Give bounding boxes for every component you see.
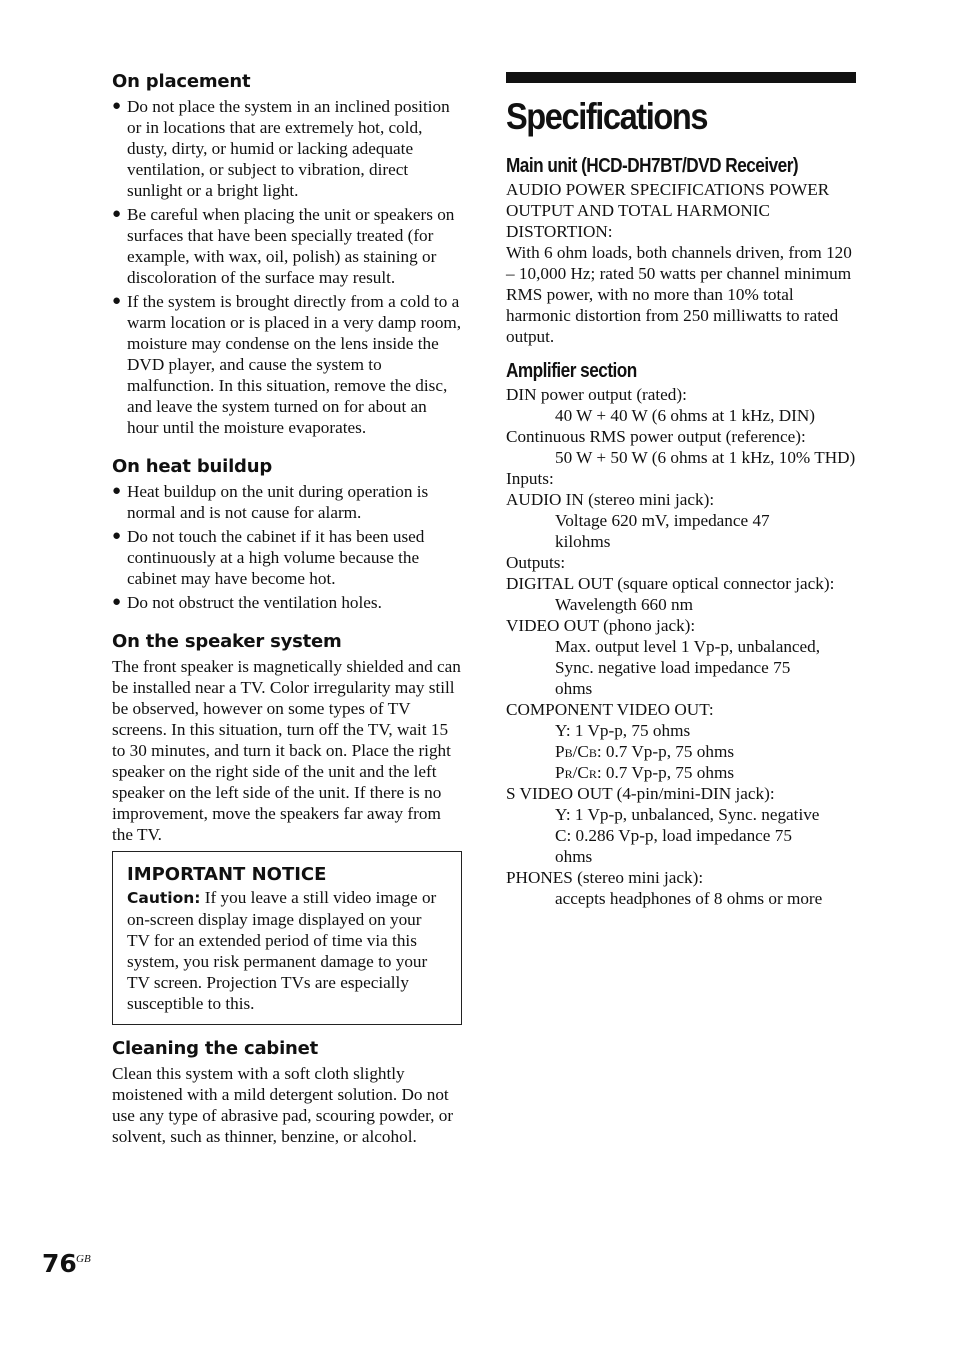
- list-item: ● Do not touch the cabinet if it has been used continuously at a high volume because the cabinet may have become hot.: [112, 527, 425, 588]
- bullet-icon: ●: [112, 98, 122, 114]
- spec-label: COMPONENT VIDEO OUT:: [506, 700, 714, 719]
- spec-label: DIGITAL OUT (square optical connector jack):: [506, 574, 835, 593]
- main-unit-body: With 6 ohm loads, both channels driven, from 120 – 10,000 Hz; rated 50 watts per channel minimum RMS power, with no more than 10% total harmonic distortion from 250 milliwatts to rated output.: [506, 243, 852, 346]
- bullet-icon: ●: [112, 483, 122, 499]
- list-item: ● Be careful when placing the unit or speakers on surfaces that have been specially treated (for example, with wax, oil, polish) as staining or discoloration of the surface may result.: [112, 205, 455, 287]
- cleaning-body: Clean this system with a soft cloth slightly moistened with a mild detergent solution. Do not use any type of abrasive pad, scouring powder, or solvent, such as thinner, benzine, or alcohol.: [112, 1064, 454, 1146]
- bullet-icon: ●: [112, 528, 122, 544]
- amplifier-heading: Amplifier section: [506, 360, 637, 382]
- spec-value: 40 W + 40 W (6 ohms at 1 kHz, DIN): [555, 406, 816, 425]
- spec-label: VIDEO OUT (phono jack):: [506, 616, 696, 635]
- spec-value: Y: 1 Vp-p, 75 ohms: [555, 721, 691, 740]
- caution-text: If you leave a still video image or on-screen display image displayed on your TV for an extended period of time via this system, you risk permanent damage to your TV screen. Projection TVs are especially susceptible to this.: [127, 888, 437, 1013]
- spec-value: Voltage 620 mV, impedance 47 kilohms: [555, 511, 770, 551]
- spec-label: S VIDEO OUT (4-pin/mini-DIN jack):: [506, 784, 775, 803]
- heat-heading: On heat buildup: [112, 456, 273, 477]
- cleaning-heading: Cleaning the cabinet: [112, 1038, 319, 1059]
- spec-value: C: 0.286 Vp-p, load impedance 75 ohms: [555, 826, 792, 866]
- spec-label: Inputs:: [506, 469, 554, 488]
- notice-body: [127, 887, 447, 1014]
- list-item: ● Heat buildup on the unit during operation is normal and is not cause for alarm.: [112, 482, 429, 522]
- list-item: ● Do not obstruct the ventilation holes.: [112, 593, 382, 612]
- caution-label: Caution:: [127, 889, 201, 907]
- main-unit-heading: Main unit (HCD-DH7BT/DVD Receiver): [506, 155, 799, 177]
- list-item: ● Do not place the system in an inclined position or in locations that are extremely hot, cold, dusty, dirty, or humid or lacking adequate ventilation, or subject to vibration, direct sunlight or a bright light.: [112, 97, 450, 200]
- placement-heading: On placement: [112, 71, 251, 92]
- right-column: [506, 72, 858, 909]
- placement-list: [112, 96, 462, 438]
- speaker-heading: On the speaker system: [112, 631, 342, 652]
- spec-value: Max. output level 1 Vp-p, unbalanced,: [555, 637, 821, 656]
- top-rule-divider: [506, 72, 856, 83]
- spec-label: Continuous RMS power output (reference):: [506, 427, 806, 446]
- bullet-icon: ●: [112, 206, 122, 222]
- bullet-icon: ●: [112, 594, 122, 610]
- spec-value: Pr/Cr: 0.7 Vp-p, 75 ohms: [555, 763, 735, 782]
- heat-list: [112, 481, 462, 613]
- speaker-body: The front speaker is magnetically shielded and can be installed near a TV. Color irregularity may still be observed, however on some types of TV screens. In this situation, turn off the TV, wait 15 to 30 minutes, and turn it back on. Place the right speaker on the right side of the unit and the left speaker on the left side of the unit. If there is no improvement, move the speakers far away from the TV.: [112, 657, 461, 844]
- main-unit-caps: AUDIO POWER SPECIFICATIONS POWER OUTPUT AND TOTAL HARMONIC DISTORTION:: [506, 180, 830, 241]
- bullet-icon: ●: [112, 293, 122, 309]
- spec-label: Outputs:: [506, 553, 566, 572]
- spec-value: Sync. negative load impedance 75 ohms: [555, 658, 791, 698]
- spec-value: 50 W + 50 W (6 ohms at 1 kHz, 10% THD): [555, 448, 856, 467]
- spec-label: AUDIO IN (stereo mini jack):: [506, 490, 715, 509]
- list-item: ● If the system is brought directly from a cold to a warm location or is placed in a very damp room, moisture may condense on the lens inside the DVD player, and cause the system to malfunction. In this situation, remove the disc, and leave the system turned on for about an hour until the moisture evaporates.: [112, 292, 462, 437]
- page-suffix: GB: [76, 1253, 91, 1265]
- spec-value: accepts headphones of 8 ohms or more: [555, 889, 823, 908]
- left-column: [112, 70, 462, 1147]
- spec-value: Wavelength 660 nm: [555, 595, 693, 614]
- spec-value: Y: 1 Vp-p, unbalanced, Sync. negative: [555, 805, 820, 824]
- page-number: 76: [42, 1249, 77, 1278]
- spec-value: Pb/Cb: 0.7 Vp-p, 75 ohms: [555, 742, 735, 761]
- notice-title: IMPORTANT NOTICE: [127, 864, 327, 885]
- important-notice-box: [112, 851, 462, 1025]
- page-title: Specifications: [506, 96, 708, 137]
- spec-label: DIN power output (rated):: [506, 385, 687, 404]
- spec-label: PHONES (stereo mini jack):: [506, 868, 704, 887]
